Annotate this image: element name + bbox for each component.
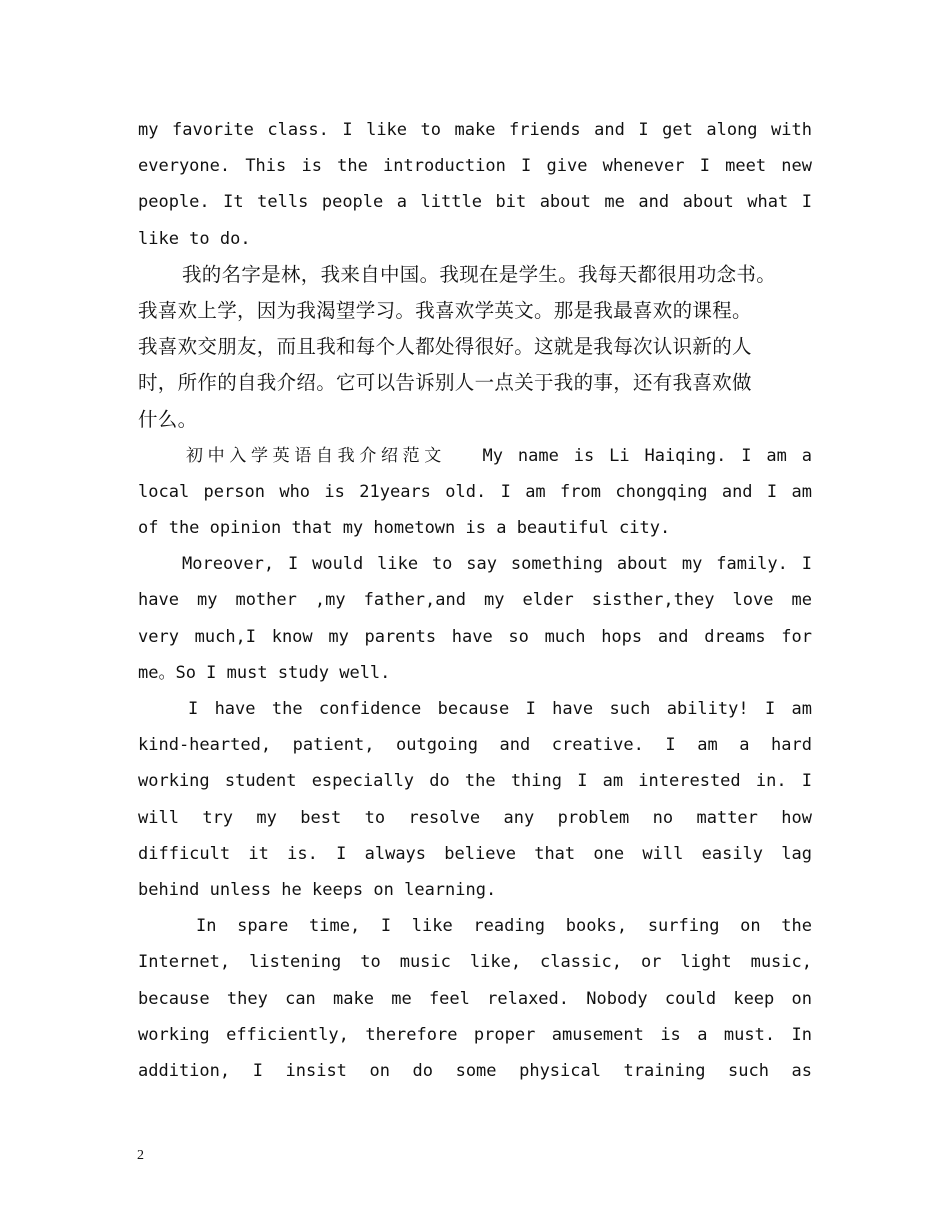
text-line: Internet, listening to music like, classic, or light music, [138,952,812,973]
text-line: kind-hearted, patient, outgoing and creative. I am a hard [138,735,812,756]
text-line: addition, I insist on do some physical training such as [138,1060,812,1081]
text-line: like to do. [138,228,251,249]
page-number: 2 [137,1148,144,1163]
text-line: of the opinion that my hometown is a beautiful city. [138,518,671,539]
text-line: have my mother ,my father,and my elder sisther,they love me [138,590,812,611]
text-line: very much,I know my parents have so much hops and dreams for [138,626,812,647]
text-line: working efficiently, therefore proper amusement is a must. In [138,1024,812,1045]
text-line: 时，所作的自我介绍。它可以告诉别人一点关于我的事，还有我喜欢做 [138,371,752,395]
text-line: 初中入学英语自我介绍范文 My name is Li Haiqing. I am a [186,445,812,466]
text-line: working student especially do the thing I am interested in. I [138,771,812,792]
text-line: me。So I must study well. [138,662,391,683]
text-line: everyone. This is the introduction I give whenever I meet new [138,156,812,177]
text-line: people. It tells people a little bit about me and about what I [138,192,812,213]
text-line: I have the confidence because I have such ability! I am [188,699,812,719]
body-text [138,112,812,1089]
text-line: 我喜欢上学，因为我渴望学习。我喜欢学英文。那是我最喜欢的课程。 [138,298,752,322]
text-line: difficult it is. I always believe that one will easily lag [138,843,812,864]
text-line: behind unless he keeps on learning. [138,879,497,900]
text-line: Moreover, I would like to say something about my family. I [182,554,812,575]
text-line: 我的名字是林，我来自中国。我现在是学生。我每天都很用功念书。 [182,262,777,286]
text-line: will try my best to resolve any problem no matter how [138,807,812,828]
text-line: my favorite class. I like to make friends and I get along with [138,120,812,140]
text-line: 什么。 [138,407,198,431]
text-line: In spare time, I like reading books, surfing on the [196,916,812,937]
text-line: because they can make me feel relaxed. Nobody could keep on [138,988,812,1009]
text-line: 我喜欢交朋友，而且我和每个人都处得很好。这就是我每次认识新的人 [138,335,752,359]
text-line: local person who is 21years old. I am from chongqing and I am [138,481,812,502]
